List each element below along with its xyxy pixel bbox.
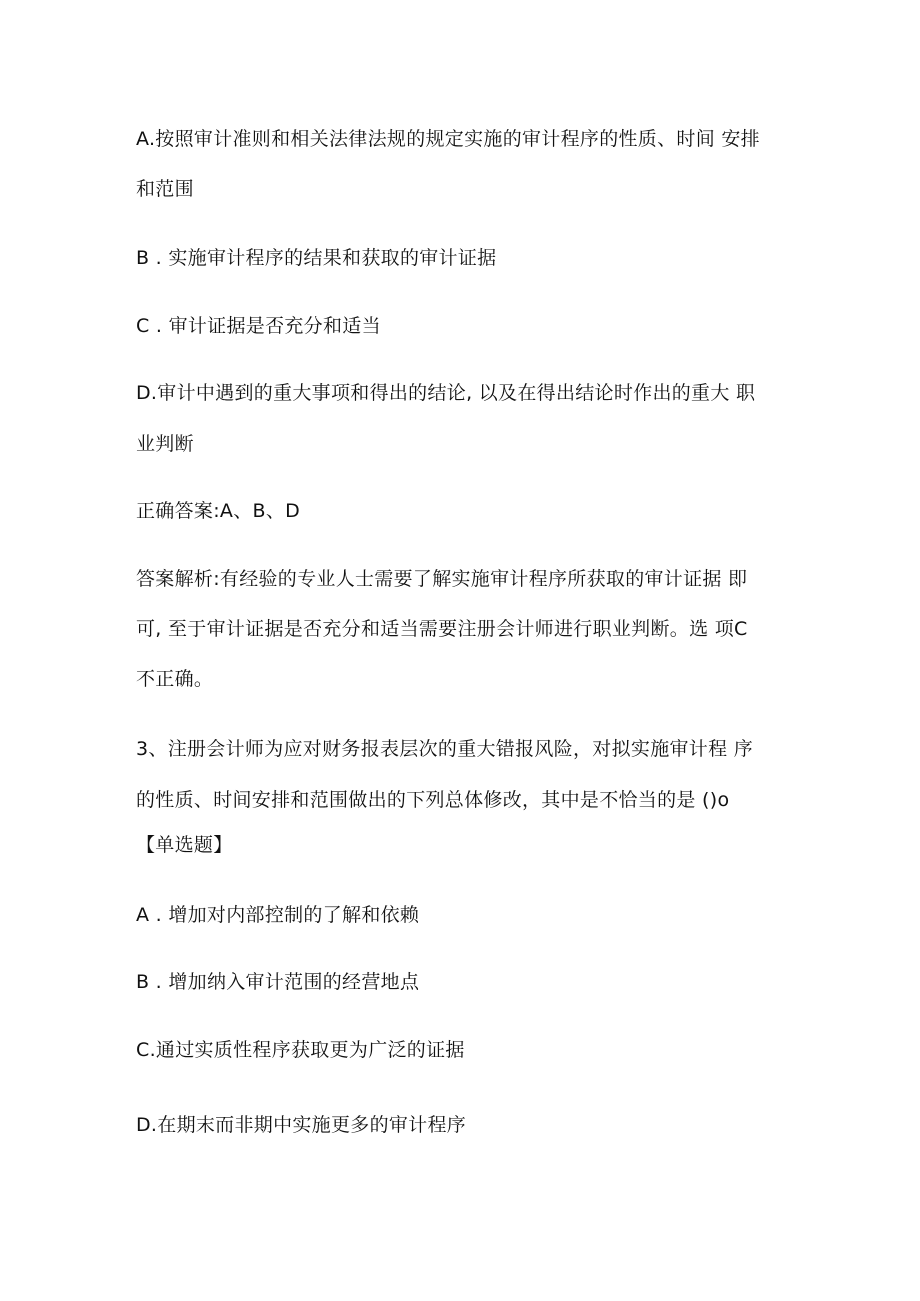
q2-option-a-line2: 和范围 [136, 178, 194, 200]
q3-stem-line1: 3、注册会计师为应对财务报表层次的重大错报风险，对拟实施审计程 序 [136, 738, 754, 760]
q3-option-b: B . 增加纳入审计范围的经营地点 [136, 971, 420, 993]
q2-analysis-line1: 答案解析:有经验的专业人士需要了解实施审计程序所获取的审计证据 即 [136, 568, 748, 590]
q2-option-c: C . 审计证据是否充分和适当 [136, 315, 381, 337]
q3-option-d: D.在期末而非期中实施更多的审计程序 [136, 1114, 467, 1136]
q2-option-d-line1: D.审计中遇到的重大事项和得出的结论, 以及在得出结论时作出的重大 职 [136, 382, 756, 404]
q2-correct-answer: 正确答案:A、B、D [136, 500, 301, 522]
q2-option-b: B . 实施审计程序的结果和获取的审计证据 [136, 247, 497, 269]
q2-analysis-line3: 不正确。 [136, 668, 214, 690]
q3-option-c: C.通过实质性程序获取更为广泛的证据 [136, 1039, 465, 1061]
q3-stem-line2: 的性质、时间安排和范围做出的下列总体修改，其中是不恰当的是 ()o [136, 789, 730, 811]
q2-option-a-line1: A.按照审计准则和相关法律法规的规定实施的审计程序的性质、时间 安排 [136, 128, 760, 150]
q3-question-type: 【单选题】 [136, 834, 233, 856]
q3-option-a: A . 增加对内部控制的了解和依赖 [136, 904, 420, 926]
q2-analysis-line2: 可, 至于审计证据是否充分和适当需要注册会计师进行职业判断。选 项C [136, 618, 748, 640]
q2-option-d-line2: 业判断 [136, 433, 194, 455]
